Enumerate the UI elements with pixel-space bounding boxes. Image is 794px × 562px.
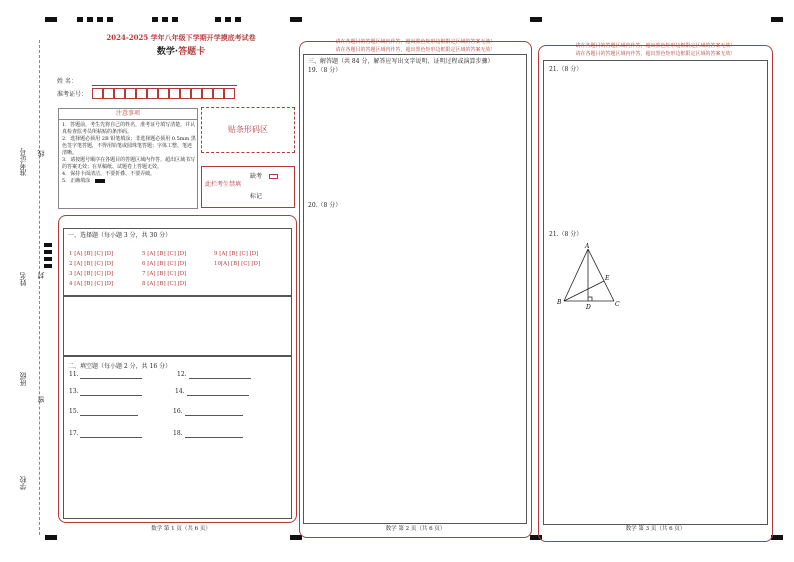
subtitle-subject: 数学 — [156, 47, 175, 57]
q21a-label: 21.（8 分） — [549, 66, 583, 73]
notice-item-5-text: 5．正确填涂 — [62, 178, 91, 184]
page2-warning-1: 请在各题目的答题区域内作答，超出黑色矩形边框限定区域的答案无效！ — [335, 39, 496, 45]
section1-col1[interactable] — [69, 249, 113, 289]
binding-class: 班级 — [19, 372, 27, 386]
notice-item-5 — [62, 178, 196, 185]
right-angle-d — [588, 297, 592, 301]
ticket-cell[interactable] — [169, 88, 180, 99]
label-e: E — [605, 275, 610, 282]
fill-14-line[interactable] — [187, 395, 249, 396]
fill-16-label: 16. — [173, 408, 183, 415]
section1-col3[interactable] — [214, 249, 260, 269]
timing-mark — [215, 17, 221, 22]
choice-row-6[interactable]: 6 [A] [B] [C] [D] — [142, 261, 187, 267]
fill-11-line[interactable] — [80, 378, 142, 379]
timing-mark — [172, 17, 178, 22]
notice-item-4: 4．保持卡面清洁，不要折叠、不要弄破。 — [62, 171, 156, 177]
page1-footer: 数学 第 1 页（共 6 页） — [151, 526, 211, 532]
label-d: D — [586, 304, 591, 311]
page3-warning-2: 请在各题目的答题区域内作答，超出黑色矩形边框限定区域的答案无效！ — [575, 51, 736, 57]
absent-prefix: 此栏考生禁填 — [205, 181, 242, 188]
name-label: 姓 名： — [57, 78, 77, 85]
notice-item-2: 2．选择题必须用 2B 铅笔填涂；非选择题必须用 0.5mm 黑色签字笔答题，不得用铅笔或圆珠笔答题；字体工整、笔迹清晰。 — [62, 136, 196, 156]
label-c: C — [615, 301, 620, 308]
exam-title: 2024-2025 学年八年级下学期开学摸底考试卷 — [106, 33, 256, 42]
section3-title: 三、解答题（共 84 分，解答应写出文字说明、证明过程或演算步骤） — [308, 58, 494, 65]
choice-row-5[interactable]: 5 [A] [B] [C] [D] — [142, 251, 187, 257]
timing-mark — [152, 17, 158, 22]
edge-ac — [588, 249, 614, 301]
segment-be — [564, 281, 604, 301]
timing-mark — [290, 17, 302, 22]
notice-item-3: 3．请按题号顺序在各题目的答题区域内作答，超出区域书写的答案无效；在草稿纸、试题卷上答题无效。 — [62, 157, 196, 170]
page2-answer-box[interactable] — [303, 54, 527, 524]
label-a: A — [585, 243, 590, 250]
binding-seal-label: 封 — [37, 272, 45, 279]
timing-mark — [44, 243, 52, 247]
binding-line-label: 线 — [37, 150, 45, 157]
fill-14-label: 14. — [175, 388, 185, 395]
section1-title: 一、选择题（每小题 3 分，共 30 分） — [68, 232, 172, 239]
card-subtitle — [62, 46, 300, 58]
timing-mark — [44, 264, 52, 268]
section1-box — [63, 228, 292, 296]
ticket-cell[interactable] — [180, 88, 191, 99]
barcode-label: 贴条形码区 — [228, 125, 268, 134]
ticket-cell[interactable] — [147, 88, 158, 99]
notice-list — [62, 122, 196, 185]
fill-15-label: 15. — [69, 408, 79, 415]
subtitle-dot: · — [174, 47, 179, 57]
ticket-cell[interactable] — [125, 88, 136, 99]
timing-mark — [44, 257, 52, 261]
triangle-figure — [554, 243, 634, 313]
section2-box — [63, 356, 292, 519]
fill-13-label: 13. — [69, 388, 79, 395]
ticket-cell[interactable] — [202, 88, 213, 99]
correct-fill-sample-icon — [95, 179, 105, 183]
absent-checkbox[interactable] — [269, 174, 278, 179]
page3-footer: 数学 第 3 页（共 6 页） — [625, 526, 686, 532]
timing-mark — [290, 535, 302, 540]
ticket-cell[interactable] — [191, 88, 202, 99]
timing-mark — [225, 17, 231, 22]
timing-mark — [771, 17, 783, 22]
ticket-cell[interactable] — [103, 88, 114, 99]
choice-row-7[interactable]: 7 [A] [B] [C] [D] — [142, 271, 187, 277]
choice-row-8[interactable]: 8 [A] [B] [C] [D] — [142, 281, 187, 287]
fill-11-label: 11. — [69, 371, 79, 378]
section1-spacer-box — [63, 296, 292, 356]
name-field[interactable] — [92, 85, 237, 86]
timing-mark — [87, 17, 93, 22]
fill-16-line[interactable] — [185, 415, 243, 416]
choice-row-10[interactable]: 10[A] [B] [C] [D] — [214, 261, 261, 267]
timing-mark — [235, 17, 241, 22]
timing-mark — [97, 17, 103, 22]
binding-school: 学校 — [19, 476, 27, 490]
absent-box — [201, 166, 295, 208]
absent-mark-label: 标记 — [250, 193, 263, 200]
timing-mark — [45, 535, 57, 540]
q20-label: 20.（8 分） — [308, 202, 342, 209]
choice-row-2[interactable]: 2 [A] [B] [C] [D] — [69, 261, 114, 267]
section2-title: 二、填空题（每小题 2 分，共 16 分） — [68, 363, 172, 370]
fill-18-label: 18. — [173, 430, 183, 437]
ticket-cell[interactable] — [136, 88, 147, 99]
subtitle-card: 答题卡 — [178, 47, 206, 57]
q21b-label: 21.（8 分） — [549, 231, 583, 238]
choice-row-3[interactable]: 3 [A] [B] [C] [D] — [69, 271, 114, 277]
ticket-label: 准考证号： — [57, 91, 88, 98]
section1-col2[interactable] — [142, 249, 186, 289]
choice-row-9[interactable]: 9 [A] [B] [C] [D] — [214, 251, 259, 257]
choice-row-1[interactable]: 1 [A] [B] [C] [D] — [69, 251, 114, 257]
barcode-area — [201, 107, 295, 153]
fill-12-line[interactable] — [189, 378, 251, 379]
notice-item-1: 1．答题前，考生先将自己的姓名，准考证号填写清楚，并认真检查监考员所粘贴的条形码。 — [62, 122, 196, 135]
fill-17-label: 17. — [69, 430, 79, 437]
page3-warning-1: 请在各题目的答题区域内作答，超出黑色矩形边框限定区域的答案无效！ — [575, 43, 736, 49]
timing-mark — [44, 250, 52, 254]
fill-17-line[interactable] — [80, 437, 142, 438]
timing-mark — [77, 17, 83, 22]
choice-row-4[interactable]: 4 [A] [B] [C] [D] — [69, 281, 114, 287]
fill-15-line[interactable] — [80, 415, 138, 416]
page2-footer: 数学 第 2 页（共 6 页） — [385, 526, 446, 532]
page3-answer-box[interactable] — [543, 60, 768, 525]
absent-missing-label: 缺考 — [250, 173, 263, 180]
page2-warning-2: 请在各题目的答题区域内作答，超出黑色矩形边框限定区域的答案无效！ — [335, 47, 496, 53]
ticket-cell[interactable] — [213, 88, 224, 99]
binding-dashed-line — [39, 40, 40, 535]
ticket-cell[interactable] — [158, 88, 169, 99]
notice-box — [58, 108, 198, 209]
notice-title: 注意事项 — [115, 110, 140, 117]
fill-13-line[interactable] — [80, 395, 142, 396]
ticket-cell[interactable] — [92, 88, 103, 99]
binding-dense-label: 密 — [37, 396, 45, 403]
binding-name: 姓名 — [19, 272, 27, 286]
timing-mark — [45, 17, 57, 22]
timing-mark — [530, 17, 542, 22]
fill-18-line[interactable] — [185, 437, 243, 438]
timing-mark — [107, 17, 113, 22]
fill-12-label: 12. — [177, 371, 187, 378]
label-b: B — [557, 299, 562, 306]
edge-ab — [564, 249, 588, 301]
notice-divider — [59, 119, 197, 120]
q19-label: 19.（8 分） — [308, 67, 342, 74]
ticket-cell[interactable] — [224, 88, 235, 99]
binding-exam-id: 准考证号 — [19, 148, 27, 176]
timing-mark — [162, 17, 168, 22]
ticket-cell[interactable] — [114, 88, 125, 99]
